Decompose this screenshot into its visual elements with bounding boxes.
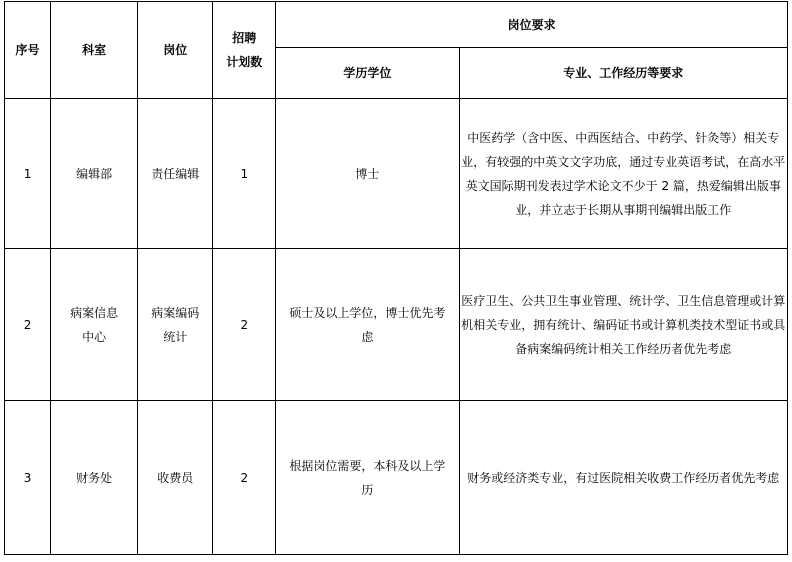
header-count-line1: 招聘 (232, 31, 257, 45)
cell-count: 1 (213, 99, 276, 249)
cell-seq: 2 (5, 249, 51, 401)
cell-count: 2 (213, 401, 276, 555)
cell-dept: 病案信息中心 (51, 249, 138, 401)
header-education: 学历学位 (276, 48, 459, 99)
cell-dept: 编辑部 (51, 99, 138, 249)
table-row (5, 401, 788, 555)
cell-seq: 3 (5, 401, 51, 555)
cell-education: 硕士及以上学位，博士优先考虑 (276, 249, 459, 401)
cell-dept: 财务处 (51, 401, 138, 555)
table-row (5, 249, 788, 401)
header-seq: 序号 (5, 2, 51, 99)
cell-education: 根据岗位需要，本科及以上学历 (276, 401, 459, 555)
header-requirements: 岗位要求 (276, 2, 788, 48)
header-count-line2: 计划数 (226, 55, 263, 69)
cell-education: 博士 (276, 99, 459, 249)
cell-position: 病案编码统计 (138, 249, 213, 401)
header-major-experience: 专业、工作经历等要求 (459, 48, 787, 99)
header-row-top (5, 2, 788, 48)
recruitment-table (4, 1, 788, 555)
table-row (5, 99, 788, 249)
header-dept: 科室 (51, 2, 138, 99)
cell-seq: 1 (5, 99, 51, 249)
cell-requirement: 医疗卫生、公共卫生事业管理、统计学、卫生信息管理或计算机相关专业，拥有统计、编码证书或计算机类技术型证书或具备病案编码统计相关工作经历者优先考虑 (459, 249, 787, 401)
cell-position: 收费员 (138, 401, 213, 555)
cell-position: 责任编辑 (138, 99, 213, 249)
header-position: 岗位 (138, 2, 213, 99)
cell-requirement: 中医药学（含中医、中西医结合、中药学、针灸等）相关专业，有较强的中英文文字功底，通过专业英语考试，在高水平英文国际期刊发表过学术论文不少于 2 篇，热爱编辑出版事业，并立志于长期从事期刊编辑出版工作 (459, 99, 787, 249)
cell-requirement: 财务或经济类专业，有过医院相关收费工作经历者优先考虑 (459, 401, 787, 555)
header-count (213, 2, 276, 99)
cell-count: 2 (213, 249, 276, 401)
